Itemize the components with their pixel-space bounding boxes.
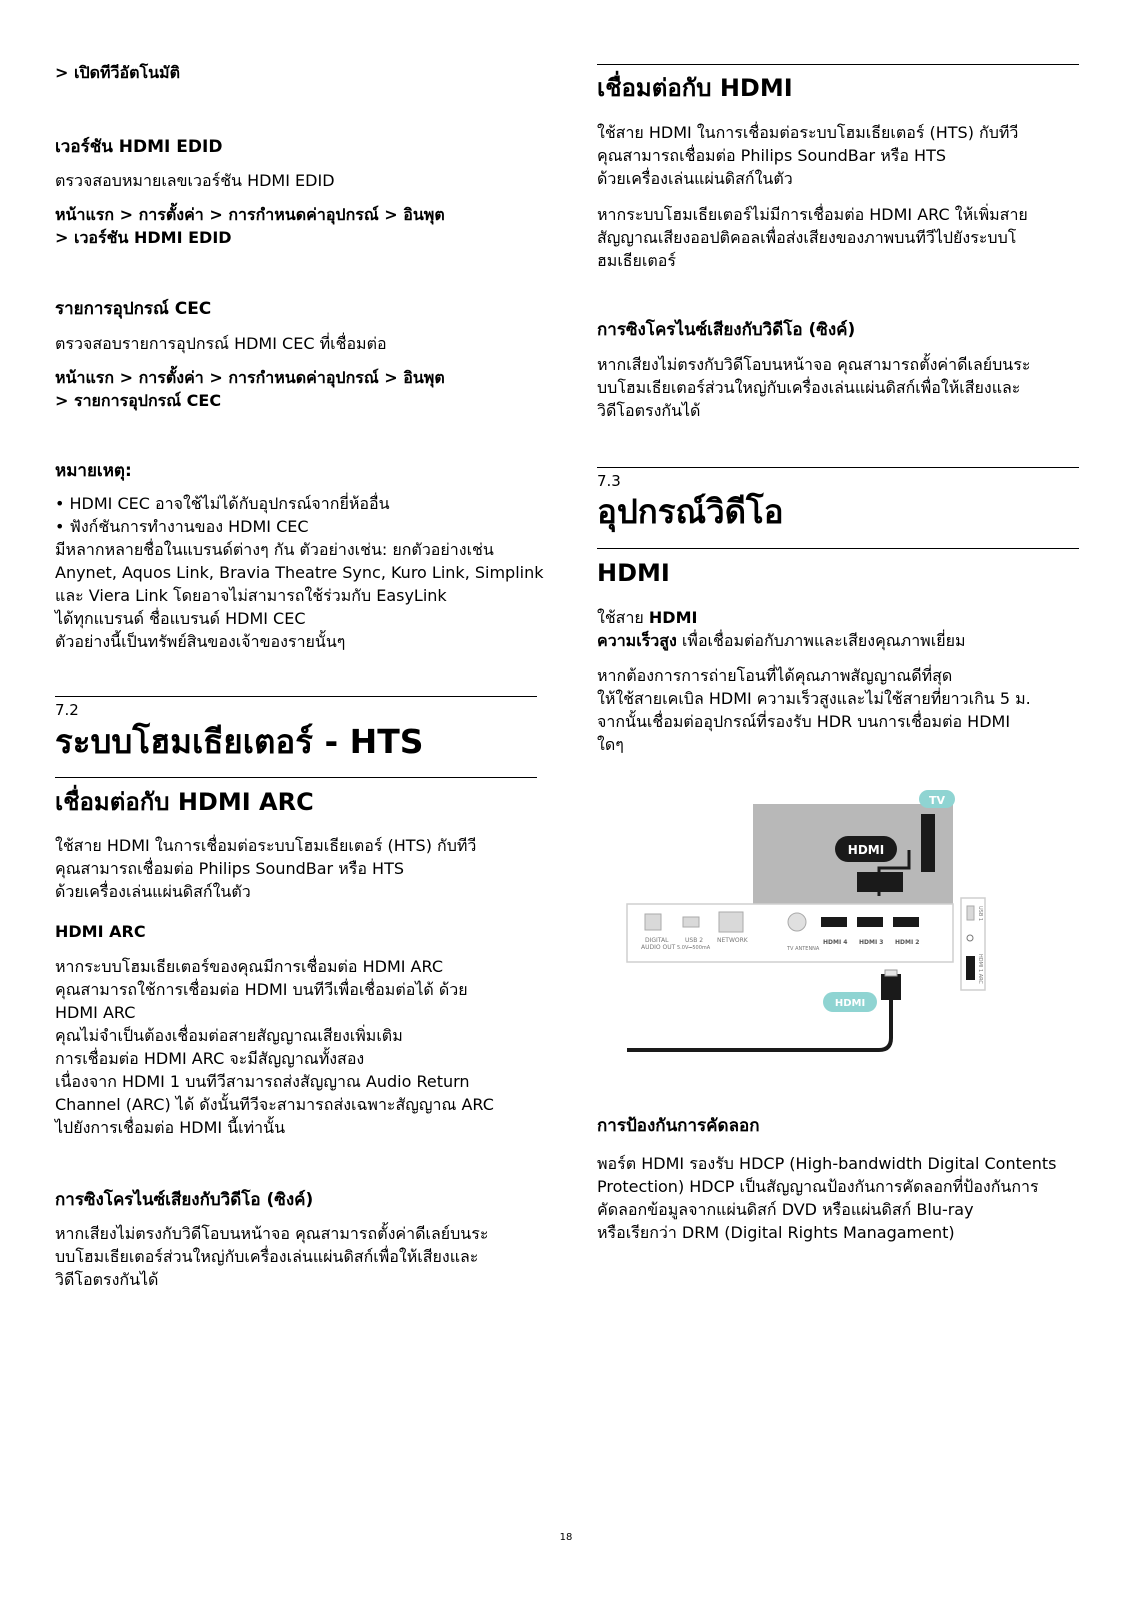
hdmi-intro bbox=[597, 606, 1079, 652]
sync-heading: การซิงโครไนซ์เสียงกับวิดีโอ (ซิงค์) bbox=[55, 1190, 314, 1210]
usb-port bbox=[683, 917, 699, 927]
sync-line: บบโฮมเธียเตอร์ส่วนใหญ่กับเครื่องเล่นแผ่นดิสก์เพื่อให้เสียงและ bbox=[55, 1247, 479, 1266]
digital-audio-label: DIGITAL bbox=[645, 937, 669, 944]
cec-path-line: > รายการอุปกรณ์ CEC bbox=[55, 391, 222, 410]
note-line: ตัวอย่างนี้เป็นทรัพย์สินของเจ้าของรายนั้นๆ bbox=[55, 632, 346, 651]
section-title: ระบบโฮมเธียเตอร์ - HTS bbox=[55, 722, 424, 761]
hdmi-body-line: จากนั้นเชื่อมต่ออุปกรณ์ที่รองรับ HDR บนการเชื่อมต่อ HDMI bbox=[597, 712, 1011, 731]
copy-protection-line: คัดลอกข้อมูลจากแผ่นดิสก์ DVD หรือแผ่นดิสก์ Blu-ray bbox=[597, 1200, 974, 1219]
sync-heading: การซิงโครไนซ์เสียงกับวิดีโอ (ซิงค์) bbox=[597, 320, 856, 340]
edid-path-line: หน้าแรก > การตั้งค่า > การกำหนดค่าอุปกรณ์ > อินพุต bbox=[55, 205, 445, 224]
cec-path bbox=[55, 366, 537, 412]
note-body bbox=[55, 492, 544, 653]
hdmi-intro-line bbox=[597, 606, 1079, 629]
hdmi-intro-rest: เพื่อเชื่อมต่อกับภาพและเสียงคุณภาพเยี่ยม bbox=[676, 631, 966, 650]
arc-intro-line: คุณสามารถเชื่อมต่อ Philips SoundBar หรือ HTS bbox=[55, 859, 405, 878]
arc-intro-line: ด้วยเครื่องเล่นแผ่นดิสก์ในตัว bbox=[55, 882, 251, 901]
tv-connector-block bbox=[857, 872, 903, 892]
arc-sub-heading: HDMI ARC bbox=[55, 922, 146, 941]
hdmi-body bbox=[597, 664, 1079, 756]
hdmi-intro-bold: ความเร็วสูง bbox=[597, 631, 677, 650]
copy-protection-line: พอร์ต HDMI รองรับ HDCP (High-bandwidth Digital Contents bbox=[597, 1154, 1057, 1173]
edid-heading: เวอร์ชัน HDMI EDID bbox=[55, 137, 223, 157]
note-line: • HDMI CEC อาจใช้ไม่ได้กับอุปกรณ์จากยี่ห้ออื่น bbox=[55, 494, 390, 513]
section-number: 7.3 bbox=[597, 472, 621, 490]
network-label: NETWORK bbox=[717, 937, 748, 944]
hdmi-connect-intro-line: ใช้สาย HDMI ในการเชื่อมต่อระบบโฮมเธียเตอร์ (HTS) กับทีวี bbox=[597, 123, 1019, 142]
hdmi-label-tv: HDMI bbox=[847, 843, 885, 857]
arc-intro bbox=[55, 834, 537, 903]
section-divider bbox=[597, 467, 1079, 468]
arc-body-line: HDMI ARC bbox=[55, 1003, 136, 1022]
arc-body bbox=[55, 955, 537, 1139]
digital-audio-port bbox=[645, 914, 661, 930]
hdmi-connect-heading: เชื่อมต่อกับ HDMI bbox=[597, 74, 793, 102]
arc-intro-line: ใช้สาย HDMI ในการเชื่อมต่อระบบโฮมเธียเตอร์ (HTS) กับทีวี bbox=[55, 836, 477, 855]
edid-path bbox=[55, 203, 537, 249]
usb-label: 5.0V⎓500mA bbox=[677, 945, 711, 951]
cec-path-line: หน้าแรก > การตั้งค่า > การกำหนดค่าอุปกรณ์ > อินพุต bbox=[55, 368, 445, 387]
sync-line: หากเสียงไม่ตรงกับวิดีโอบนหน้าจอ คุณสามารถตั้งค่าดีเลย์บนระ bbox=[55, 1224, 489, 1243]
hdmi3-label: HDMI 3 bbox=[859, 939, 884, 946]
section-title: อุปกรณ์วิดีโอ bbox=[597, 492, 784, 531]
hdmi-connect-body-line: หากระบบโฮมเธียเตอร์ไม่มีการเชื่อมต่อ HDMI ARC ให้เพิ่มสาย bbox=[597, 205, 1028, 224]
note-line: • ฟังก์ชันการทำงานของ HDMI CEC bbox=[55, 517, 309, 536]
hdmi-body-line: ใดๆ bbox=[597, 735, 624, 754]
sync-line: วิดีโอตรงกันได้ bbox=[597, 401, 701, 420]
section-divider bbox=[597, 64, 1079, 65]
side-hdmi-arc-port bbox=[966, 956, 975, 980]
hdmi-connect-intro-line: คุณสามารถเชื่อมต่อ Philips SoundBar หรือ HTS bbox=[597, 146, 947, 165]
hdmi-plug bbox=[881, 974, 901, 1000]
edid-desc: ตรวจสอบหมายเลขเวอร์ชัน HDMI EDID bbox=[55, 171, 335, 190]
arc-body-line: หากระบบโฮมเธียเตอร์ของคุณมีการเชื่อมต่อ HDMI ARC bbox=[55, 957, 443, 976]
arc-body-line: คุณไม่จำเป็นต้องเชื่อมต่อสายสัญญาณเสียงเพิ่มเติม bbox=[55, 1026, 403, 1045]
note-line: และ Viera Link โดยอาจไม่สามารถใช้ร่วมกับ EasyLink bbox=[55, 586, 447, 605]
arc-body-line: เนื่องจาก HDMI 1 บนทีวีสามารถส่งสัญญาณ Audio Return bbox=[55, 1072, 470, 1091]
hdmi-connect-intro bbox=[597, 121, 1079, 190]
hdmi2-port bbox=[893, 917, 919, 927]
sync-line: วิดีโอตรงกันได้ bbox=[55, 1270, 159, 1289]
tv-badge-label: TV bbox=[928, 794, 946, 807]
hdmi-body-line: ให้ใช้สายเคเบิล HDMI ความเร็วสูงและไม่ใช้สายที่ยาวเกิน 5 ม. bbox=[597, 689, 1031, 708]
arc-body-line: การเชื่อมต่อ HDMI ARC จะมีสัญญาณทั้งสอง bbox=[55, 1049, 365, 1068]
hdmi2-label: HDMI 2 bbox=[895, 939, 920, 946]
side-usb-port bbox=[967, 906, 974, 920]
hdmi-plug-tip bbox=[885, 970, 897, 976]
hdmi-connect-body bbox=[597, 203, 1079, 272]
edid-path-line: > เวอร์ชัน HDMI EDID bbox=[55, 228, 232, 247]
copy-protection-line: Protection) HDCP เป็นสัญญาณป้องกันการคัดลอกที่ป้องกันการ bbox=[597, 1177, 1039, 1196]
arc-body-line: ไปยังการเชื่อมต่อ HDMI นี้เท่านั้น bbox=[55, 1118, 285, 1137]
section-divider bbox=[55, 696, 537, 697]
tv-stand-connector bbox=[921, 814, 935, 872]
hdmi-intro-prefix: ใช้สาย bbox=[597, 608, 649, 627]
auto-tv-on-path: > เปิดทีวีอัตโนมัติ bbox=[55, 63, 180, 82]
section-number: 7.2 bbox=[55, 701, 79, 719]
connector-panel bbox=[627, 904, 953, 962]
arc-body-line: Channel (ARC) ได้ ดังนั้นทีวีจะสามารถส่งเฉพาะสัญญาณ ARC bbox=[55, 1095, 494, 1114]
cec-heading: รายการอุปกรณ์ CEC bbox=[55, 299, 212, 319]
digital-audio-label: AUDIO OUT bbox=[641, 944, 676, 951]
copy-protection-body bbox=[597, 1152, 1079, 1244]
note-line: Anynet, Aquos Link, Bravia Theatre Sync, Kuro Link, Simplink bbox=[55, 563, 544, 582]
side-hdmi-arc-label: HDMI 1 ARC bbox=[977, 954, 983, 984]
page-number: 18 bbox=[559, 1532, 573, 1543]
hdmi-intro-line bbox=[597, 629, 1079, 652]
arc-body-line: คุณสามารถใช้การเชื่อมต่อ HDMI บนทีวีเพื่อเชื่อมต่อได้ ด้วย bbox=[55, 980, 468, 999]
section-divider bbox=[597, 548, 1079, 549]
arc-heading: เชื่อมต่อกับ HDMI ARC bbox=[55, 788, 314, 816]
side-usb-label: USB 1 bbox=[977, 906, 983, 922]
sync-body bbox=[597, 353, 1079, 422]
hdmi-label-cable: HDMI bbox=[834, 998, 866, 1009]
sync-line: หากเสียงไม่ตรงกับวิดีโอบนหน้าจอ คุณสามารถตั้งค่าดีเลย์บนระ bbox=[597, 355, 1031, 374]
usb-label: USB 2 bbox=[685, 937, 704, 944]
hdmi-connect-body-line: สัญญาณเสียงออปติคอลเพื่อส่งเสียงของภาพบนทีวีไปยังระบบโ bbox=[597, 228, 1017, 247]
note-line: ได้ทุกแบรนด์ ชื่อแบรนด์ HDMI CEC bbox=[55, 609, 306, 628]
copy-protection-heading: การป้องกันการคัดลอก bbox=[597, 1116, 760, 1136]
section-divider bbox=[55, 777, 537, 778]
hdmi3-port bbox=[857, 917, 883, 927]
hdmi-intro-bold: HDMI bbox=[648, 608, 698, 627]
antenna-port bbox=[788, 913, 806, 931]
copy-protection-line: หรือเรียกว่า DRM (Digital Rights Managament) bbox=[597, 1223, 955, 1242]
hdmi-heading: HDMI bbox=[597, 559, 670, 587]
cec-desc: ตรวจสอบรายการอุปกรณ์ HDMI CEC ที่เชื่อมต่อ bbox=[55, 334, 387, 353]
sync-line: บบโฮมเธียเตอร์ส่วนใหญ่กับเครื่องเล่นแผ่นดิสก์เพื่อให้เสียงและ bbox=[597, 378, 1021, 397]
hdmi-connection-diagram bbox=[627, 794, 987, 1064]
network-port bbox=[719, 912, 743, 932]
hdmi4-port bbox=[821, 917, 847, 927]
hdmi4-label: HDMI 4 bbox=[823, 939, 848, 946]
note-line: มีหลากหลายชื่อในแบรนด์ต่างๆ กัน ตัวอย่างเช่น: ยกตัวอย่างเช่น bbox=[55, 540, 494, 559]
hdmi-connect-intro-line: ด้วยเครื่องเล่นแผ่นดิสก์ในตัว bbox=[597, 169, 793, 188]
hdmi-body-line: หากต้องการการถ่ายโอนที่ได้คุณภาพสัญญาณดีที่สุด bbox=[597, 666, 953, 685]
hdmi-connect-body-line: ฮมเธียเตอร์ bbox=[597, 251, 676, 270]
antenna-label: TV ANTENNA bbox=[787, 946, 820, 952]
note-heading: หมายเหตุ: bbox=[55, 461, 132, 481]
sync-body bbox=[55, 1222, 537, 1291]
